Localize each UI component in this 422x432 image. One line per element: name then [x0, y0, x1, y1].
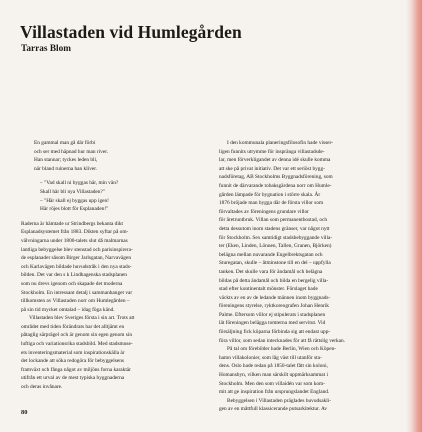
right-column — [219, 139, 405, 414]
text-line: för Stockholm. Sex samtidigt stadsbebyggande villa- — [219, 234, 333, 241]
text-line: 1876 bröjade man bygga där de första villor som — [219, 200, 324, 207]
poem-line: när bland ruinerna han kliver. — [34, 165, 98, 172]
text-line: hamn villakolonier, som låg väst till utanför sta- — [219, 354, 322, 361]
text-line: stad efter kontinentalt mönster. Förslaget hade — [219, 286, 318, 293]
text-line: mit att ge inspiration från ursprungslandet England. — [219, 389, 330, 396]
text-line: nadsföretag, AB Stockholms Byggnadsförening, som — [219, 174, 333, 181]
body-paragraph-5 — [219, 397, 405, 414]
text-line: tanken. Det skulle vara för ändamål och belägna — [219, 268, 323, 275]
body-paragraph-1 — [21, 220, 207, 315]
text-line: utifrån ett urval av de mest typiska byggnaderna — [21, 375, 125, 382]
body-paragraph-4 — [219, 345, 405, 397]
text-line: belägna mellan nuvarande Engelbrektsgatan och — [219, 251, 323, 258]
text-line: gen av en måttfull klassicerande putsarkitektur. Av — [219, 406, 328, 413]
text-line: lantliga bebyggelse blev stenstad och parisinspirera- — [21, 246, 133, 253]
text-line: detta dessutom inom stadens gränser, var något nytt — [219, 225, 330, 232]
text-line: Stockholm. Men den som villaidén var som kom- — [219, 380, 325, 387]
text-line: välvningarna under 1800-talets slut då malmarnas — [21, 237, 128, 244]
text-line: påtaglig särprägel och är genom sin egen genom sin — [21, 332, 132, 339]
text-line: gården lämpade för bygnation i större skala. År — [219, 191, 321, 198]
text-line: ligen funnits utrymme för inspränga villastadsde- — [219, 148, 325, 155]
text-line: föra villor, som sedan intecknades för att få rättslig verkan. — [219, 337, 346, 344]
text-line: för åretruntbruk. Villan som permanentbostad, och — [219, 217, 328, 224]
poem-line: – "Vad skall ni byggas här, min vän? — [40, 180, 119, 187]
text-line: funnit de därvarande tobaksgärdena norr om Humle- — [219, 182, 332, 189]
text-line: att ske på privat initiativ. Det var ett seriöst bygg- — [219, 165, 325, 172]
text-line: Raderna är hämtade ur Strindbergs bekanta dikt — [21, 220, 123, 227]
text-line: de esplanader såsom Birger Jarlsgatan, Narvavägen — [21, 255, 132, 262]
text-line: bildas på detta ändamål och bilda en bergelig villa- — [219, 277, 329, 284]
poem-line: Han stannar; tyckes leden bli, — [34, 157, 98, 164]
text-line: ter (Eken, Linden, Lönnen, Tallen, Granen, Björken) — [219, 243, 332, 250]
text-line: bilden. Det var den s k Lindhagenska stadsplanen — [21, 272, 127, 279]
text-line: och Karlavägen bildade huvudstråk i den nya stads- — [21, 263, 132, 270]
text-line: förvaltades av föreningens grundare villor — [219, 208, 309, 215]
text-line: Stockholm. En intressant detalj i sammanhanget var — [21, 289, 133, 296]
text-line: Palme. Eftersom villor ej stipulerats i stadsplanen — [219, 311, 326, 318]
poem-line: Här röjes blott för Esplanaden!" — [40, 206, 109, 213]
body-paragraph-2 — [21, 314, 207, 391]
text-line: lät föreningen belägga tomterna med servitut. Vid — [219, 320, 326, 327]
body-paragraph-3 — [219, 139, 405, 345]
text-line: området med tiden förändrats har det alltjämt en — [21, 323, 125, 330]
text-line: I den kommunala planeringsfilosofin hade visser- — [227, 140, 333, 146]
poem-line: – "Här skall ej byggas upp igen! — [40, 197, 109, 204]
text-line: dens. Oslo hade redan på 1850-talet fått sin koloni, — [219, 363, 328, 370]
text-line: Sturegatan, skulle – åtminstone till en del – uppfylla — [219, 260, 331, 267]
text-line: försäljning fick köparna förbinda sig att endast upp- — [219, 329, 331, 336]
article-author: Tarras Blom — [21, 44, 72, 54]
text-line: På tal om förebilder hade Berlin, Wien och Köpen- — [227, 346, 337, 353]
poem-line: och ser med häpnad hur man river. — [34, 148, 109, 155]
text-line: Homansbyn, vilken man särskilt uppmärksammat i — [219, 372, 328, 379]
text-line: Esplanadsystemet från 1883. Dikten syftar på om- — [21, 229, 129, 236]
poem-quote — [21, 139, 207, 214]
text-line: ets inventeringsmaterial som inspirationskälla är — [21, 349, 125, 356]
text-line: framväxt och fånga något av miljöns forna karaktär — [21, 366, 131, 373]
text-line: föreningens styrelse, ryktkoreografen Johan Henrik — [219, 303, 329, 310]
poem-line: En gammal man gå där förbi — [34, 140, 96, 146]
article-title: Villastaden vid Humlegården — [20, 22, 242, 42]
text-line: som nu drevs igenom och skapade det moderna — [21, 280, 123, 287]
page-number: 80 — [21, 409, 28, 416]
text-line: Bebyggelsen i Villastaden präglades huvudsakli- — [227, 397, 332, 404]
text-line: väckts av en av de ledande männen inom byggnads- — [219, 294, 331, 301]
text-line: på sin tid mycket omtalad – idag föga känd. — [21, 306, 115, 313]
text-line: tillkomsten av Villastaden norr om Humlegården – — [21, 298, 130, 305]
text-line: luftiga och variationsrika stadsbild. Med stadsmuse- — [21, 341, 133, 348]
text-line: lar, men förverkligandet av denna idé skulle komma — [219, 157, 331, 164]
text-line: det lockande att söka redogöra för bebyggelsens — [21, 358, 124, 365]
left-column — [21, 139, 207, 392]
text-line: Villastaden blev Sveriges första i sin art. Trots att — [29, 315, 135, 322]
poem-line: Skall här bli nya Villastaden?" — [40, 188, 105, 195]
page-edge-decoration — [406, 0, 422, 432]
text-line: och deras invånare. — [21, 384, 63, 391]
